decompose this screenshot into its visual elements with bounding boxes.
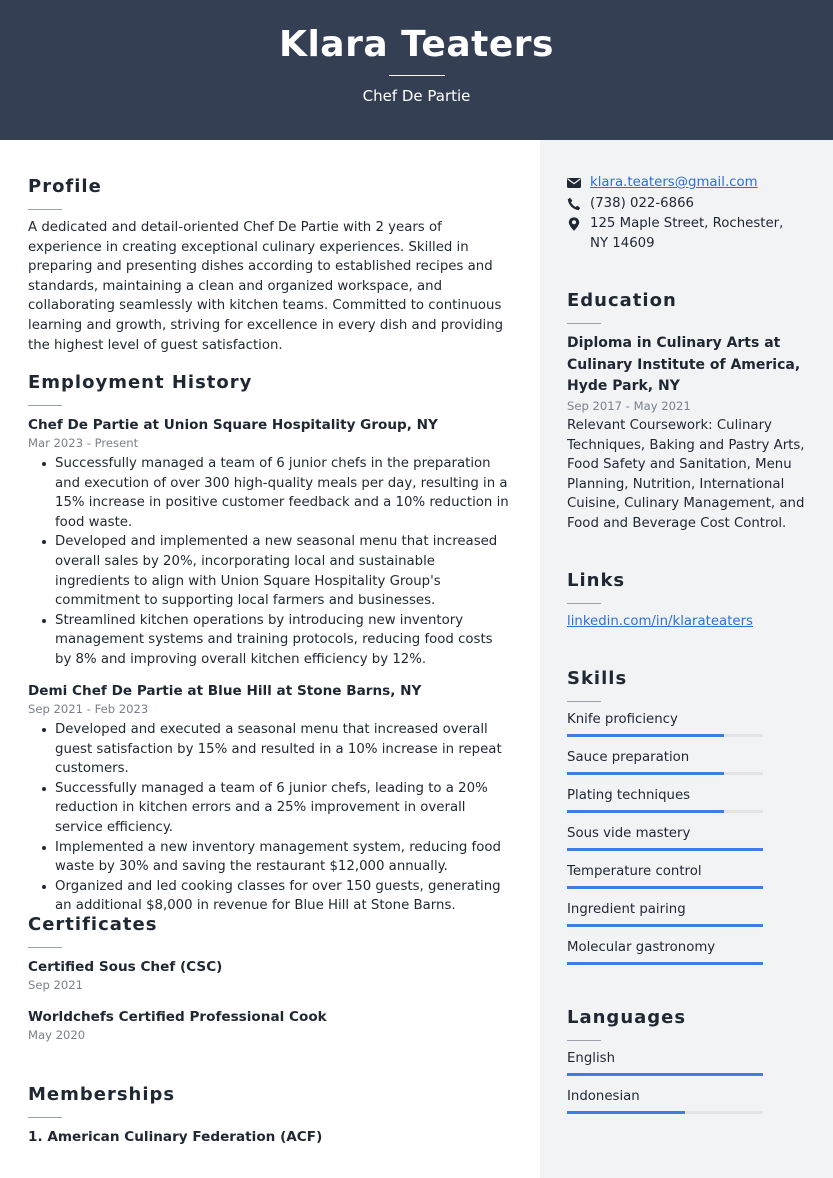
links-divider — [567, 603, 601, 604]
language-level-bar — [567, 1073, 763, 1076]
job-entry-title: Chef De Partie at Union Square Hospitality Group, NY — [28, 417, 438, 433]
bullet-item: Successfully managed a team of 6 junior chefs in the preparation and execution of over 300 high-quality meals per day, resulting in a 15% increase in positive customer feedback and a 10% reduction in food waste. — [28, 454, 510, 532]
memberships-divider — [28, 1117, 62, 1118]
membership-item: 1. American Culinary Federation (ACF) — [28, 1129, 323, 1145]
education-degree: Diploma in Culinary Arts at Culinary Institute of America, Hyde Park, NY — [567, 335, 801, 394]
bullet-item: Developed and executed a seasonal menu that increased overall guest satisfaction by 15% and resulted in a 10% increase in repeat customers. — [28, 720, 510, 779]
skill-level-bar — [567, 848, 763, 851]
language-name: Indonesian — [567, 1089, 640, 1104]
employment-divider — [28, 405, 62, 406]
education-divider — [567, 323, 601, 324]
skills-heading: Skills — [567, 668, 628, 689]
links-heading: Links — [567, 570, 626, 591]
sidebar — [540, 140, 833, 1178]
education-dates: Sep 2017 - May 2021 — [567, 399, 691, 413]
bullet-item: Successfully managed a team of 6 junior chefs, leading to a 20% reduction in kitchen errors and a 25% improvement in overall service efficiency. — [28, 779, 510, 838]
certificate-name: Worldchefs Certified Professional Cook — [28, 1009, 327, 1025]
skill-level-fill — [567, 772, 724, 775]
certificate-date: Sep 2021 — [28, 978, 84, 992]
language-level-fill — [567, 1111, 685, 1114]
bullet-item: Streamlined kitchen operations by introducing new inventory management systems and training protocols, reducing food costs by 8% and improving overall kitchen efficiency by 12%. — [28, 611, 510, 670]
bullet-item: Organized and led cooking classes for over 150 guests, generating an additional $8,000 in revenue for Blue Hill at Stone Barns. — [28, 877, 510, 916]
resume-header — [0, 0, 833, 140]
certificate-item — [28, 1007, 327, 1043]
certificates-divider — [28, 947, 62, 948]
skill-level-fill — [567, 886, 763, 889]
language-level-bar — [567, 1111, 763, 1114]
header-divider — [389, 75, 445, 76]
language-name: English — [567, 1051, 616, 1066]
envelope-icon — [567, 176, 581, 190]
skill-name: Sauce preparation — [567, 750, 690, 765]
employment-heading: Employment History — [28, 372, 253, 393]
job-entry-bullets — [28, 454, 510, 670]
job-entry-dates: Sep 2021 - Feb 2023 — [28, 702, 149, 716]
profile-divider — [28, 209, 62, 210]
skill-level-bar — [567, 924, 763, 927]
email-link[interactable]: klara.teaters@gmail.com — [590, 175, 758, 190]
job-entry-bullets — [28, 720, 510, 916]
candidate-name: Klara Teaters — [279, 24, 554, 65]
education-heading: Education — [567, 290, 677, 311]
linkedin-link[interactable]: linkedin.com/in/klarateaters — [567, 614, 753, 629]
skill-name: Knife proficiency — [567, 712, 678, 727]
certificate-name: Certified Sous Chef (CSC) — [28, 959, 223, 975]
language-level-fill — [567, 1073, 763, 1076]
languages-heading: Languages — [567, 1007, 687, 1028]
job-entry-dates: Mar 2023 - Present — [28, 436, 139, 450]
skill-level-fill — [567, 962, 763, 965]
skill-name: Plating techniques — [567, 788, 691, 803]
certificates-heading: Certificates — [28, 914, 158, 935]
skill-name: Molecular gastronomy — [567, 940, 716, 955]
skill-level-bar — [567, 886, 763, 889]
job-entry-title: Demi Chef De Partie at Blue Hill at Stone Barns, NY — [28, 683, 422, 699]
skill-level-bar — [567, 810, 763, 813]
skill-level-fill — [567, 810, 724, 813]
skill-name: Sous vide mastery — [567, 826, 691, 841]
certificate-date: May 2020 — [28, 1028, 86, 1042]
skill-level-bar — [567, 962, 763, 965]
profile-summary: A dedicated and detail-oriented Chef De Partie with 2 years of experience in creating exceptional culinary experiences. Skilled in preparing and presenting dishes according to established recipes and standards, maintaining a clean and organized workspace, and collaborating seamlessly with kitchen teams. Committed to continuous learning and growth, striving for excellence in every dish and providing the highest level of guest satisfaction. — [28, 220, 504, 353]
education-description: Relevant Coursework: Culinary Techniques, Baking and Pastry Arts, Food Safety and Sanitation, Menu Planning, Nutrition, International Cuisine, Culinary Management, and Food and Beverage Cost Control. — [567, 418, 805, 531]
job-entry — [28, 681, 510, 916]
skill-name: Ingredient pairing — [567, 902, 686, 917]
job-entry — [28, 415, 510, 670]
skill-level-fill — [567, 734, 724, 737]
phone-number: (738) 022-6866 — [590, 196, 694, 211]
skill-level-fill — [567, 848, 763, 851]
memberships-heading: Memberships — [28, 1084, 176, 1105]
languages-divider — [567, 1040, 601, 1041]
map-pin-icon — [567, 217, 581, 231]
skill-level-bar — [567, 772, 763, 775]
skill-name: Temperature control — [567, 864, 702, 879]
bullet-item: Developed and implemented a new seasonal menu that increased overall sales by 20%, incorporating local and sustainable ingredients to align with Union Square Hospitality Group's commitment to supporting local farmers and businesses. — [28, 532, 510, 610]
phone-icon — [567, 197, 581, 211]
skill-level-fill — [567, 924, 763, 927]
address-text: 125 Maple Street, Rochester, NY 14609 — [590, 216, 784, 251]
certificate-item — [28, 957, 222, 993]
job-title: Chef De Partie — [362, 87, 471, 105]
bullet-item: Implemented a new inventory management system, reducing food waste by 30% and saving the restaurant $12,000 annually. — [28, 838, 510, 877]
skill-level-bar — [567, 734, 763, 737]
skills-divider — [567, 701, 601, 702]
profile-heading: Profile — [28, 176, 102, 197]
